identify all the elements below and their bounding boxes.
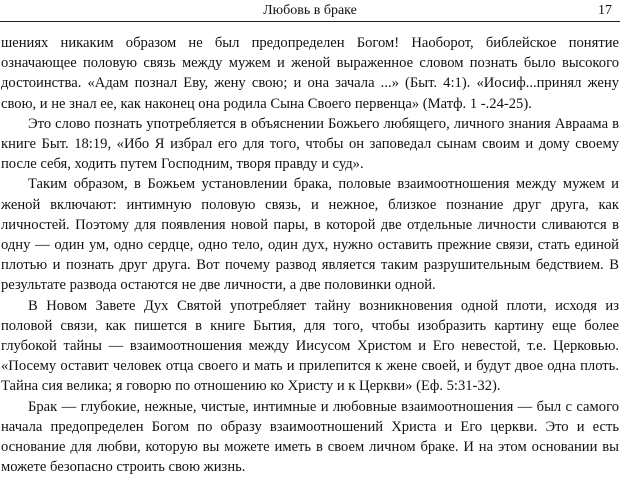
paragraph-new-testament bbox=[1, 296, 619, 397]
paragraph-word-poznat bbox=[1, 114, 619, 175]
paragraph-text: шениях никаким образом не был предопределен Богом! Наоборот, библейское понятие означающее половую связь между мужем и женой выраженное словом познать было высокого достоинства. «Адам познал Еву, жену свою; и она зачала ...» (Быт. 4:1). «Иосиф...принял жену свою, и не знал ее, как наконец она родила Сына Своего первенца» (Матф. 1 -.24-25). bbox=[1, 35, 619, 112]
paragraph-text: В Новом Завете Дух Святой употребляет тайну возникновения одной плоти, исходя из половой связи, как пишется в книге Бытия, для того, чтобы изобразить картину еще более глубокой тайны — взаимоотношения между Иисусом Христом и Его невестой, т.е. Церковью. «Посему оставит человек отца своего и мать и прилепится к жене своей, и будут двое одна плоть. Тайна сия велика; я говорю по отношению ко Христу и к Церкви» (Еф. 5:31-32). bbox=[1, 297, 619, 395]
running-title: Любовь в браке bbox=[263, 3, 357, 18]
page-header bbox=[0, 0, 620, 22]
paragraph-marriage-foundation bbox=[1, 397, 619, 477]
paragraph-text: Это слово познать употребляется в объяснении Божьего любящего, личного знания Авраама в книге Быт. 18:19, «Ибо Я избрал его для того, чтобы он заповедал сынам своим и дому своему после себя, ходить путем Господним, творя правду и суд». bbox=[1, 115, 619, 173]
paragraph-marriage-relations bbox=[1, 174, 619, 295]
paragraph-text: Брак — глубокие, нежные, чистые, интимные и любовные взаимоотношения — был с самого начала предопределен Богом по образу взаимоотношений Христа и Его церкви. Это и есть основание для любви, которую вы можете иметь в своем личном браке. И на этом основании вы можете безопасно строить свою жизнь. bbox=[1, 398, 619, 476]
body-text bbox=[1, 33, 619, 477]
page-number: 17 bbox=[598, 3, 612, 18]
paragraph-text: Таким образом, в Божьем установлении брака, половые взаимоотношения между мужем и женой включают: интимную половую связь, и нежное, близкое познание друг друга, как личностей. Поэтому для появления новой пары, в которой две отдельные личности сливаются в одну — один ум, одно сердце, одно тело, один дух, нужно оставить прежние связи, стать единой плотью и познать друг друга. Вот почему развод является таким разрушительным бедствием. В результате развода остаются не две личности, а две половинки одной. bbox=[1, 176, 619, 294]
paragraph-continuation bbox=[1, 33, 619, 114]
